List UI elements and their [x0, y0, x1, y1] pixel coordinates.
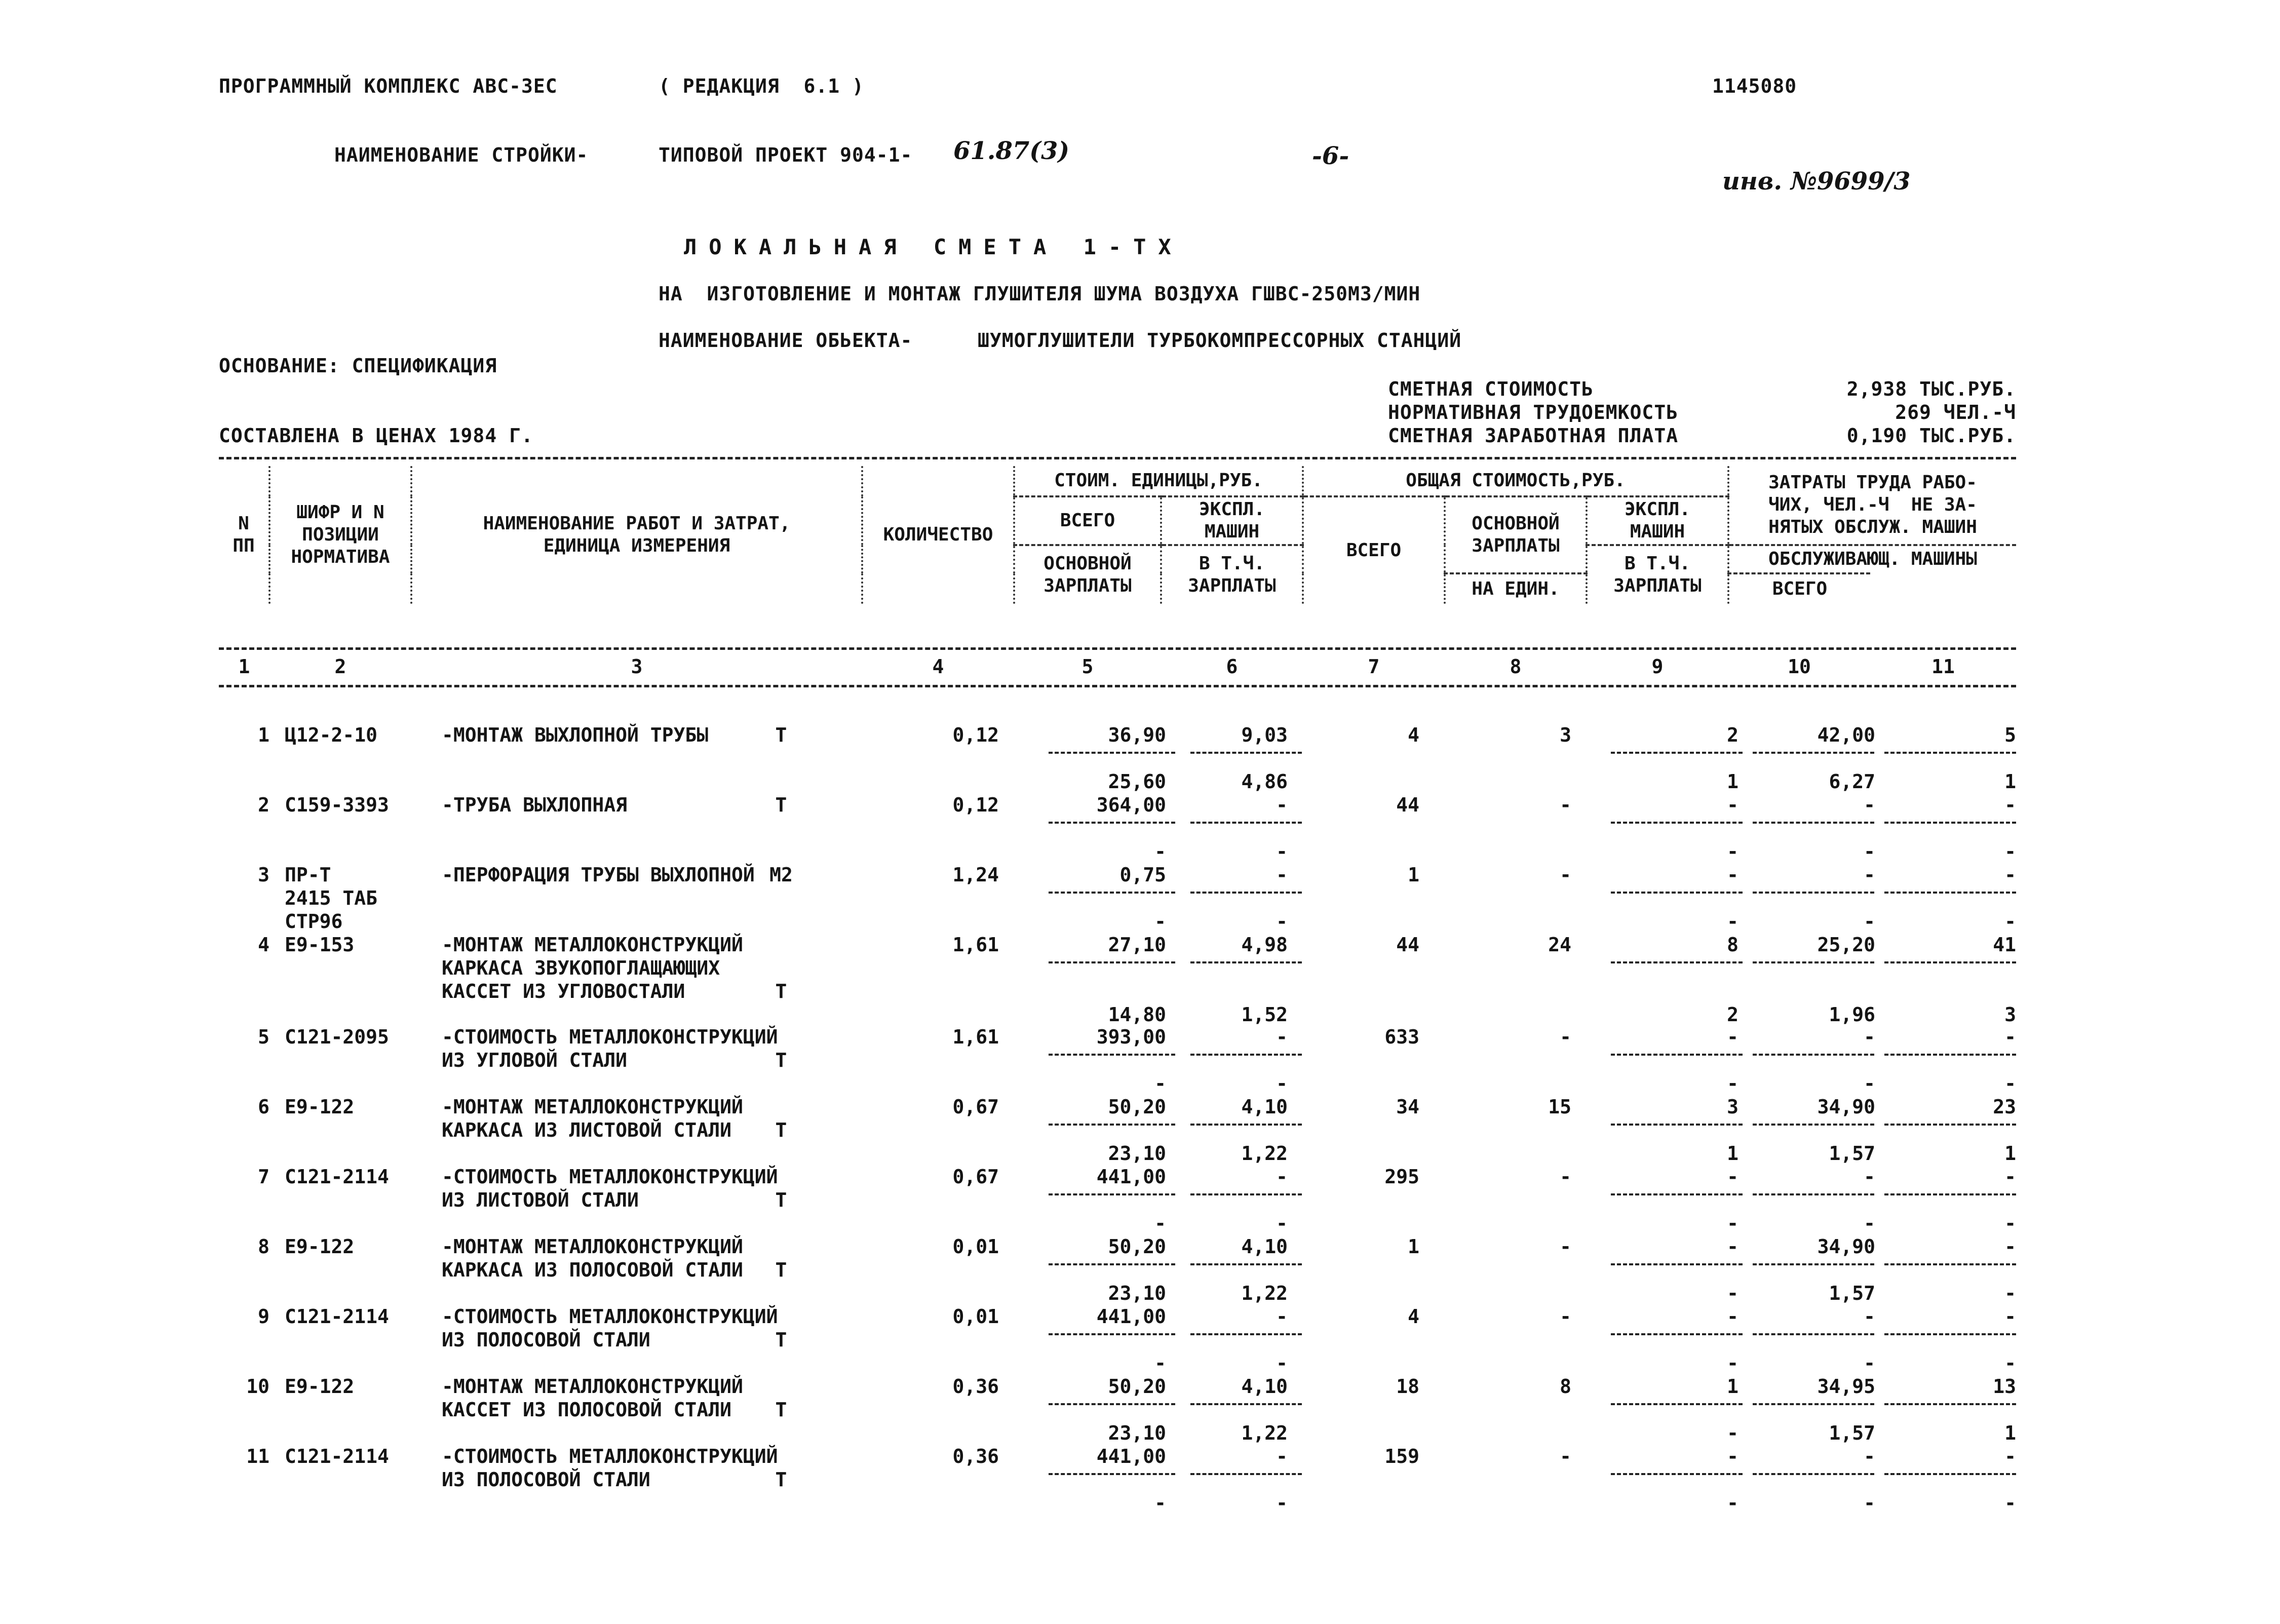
row-labor-per-unit-b: -	[1864, 1352, 1875, 1374]
row-unit: Т	[775, 1329, 787, 1351]
row-unit: Т	[775, 1259, 787, 1281]
edition: ( РЕДАКЦИЯ 6.1 )	[659, 75, 864, 97]
row-code: Е9-122	[285, 1096, 355, 1118]
construction-value: ТИПОВОЙ ПРОЕКТ 904-1-	[659, 144, 913, 166]
table-header	[219, 466, 2016, 604]
cell-divider	[1884, 1473, 2016, 1475]
page-number: -6-	[1312, 142, 1349, 170]
cell-divider	[1611, 1403, 1743, 1405]
row-total-incl: -	[1727, 1352, 1738, 1374]
cell-divider	[1611, 1193, 1743, 1195]
row-labor-all: 13	[1993, 1375, 2016, 1398]
row-qty: 1,24	[952, 864, 999, 886]
row-unit-wages: 23,10	[1108, 1422, 1166, 1444]
column-number: 6	[1226, 655, 1238, 678]
cell-divider	[1049, 1333, 1175, 1335]
row-total-wages: -	[1560, 794, 1571, 816]
row-total-machines: -	[1727, 1026, 1738, 1048]
row-labor-per-unit-b: -	[1864, 1072, 1875, 1095]
cell-divider	[1190, 1333, 1302, 1335]
row-code: ПР-Т 2415 ТАБ СТР96	[285, 864, 378, 933]
cell-divider	[1190, 1263, 1302, 1265]
cell-divider	[1884, 1403, 2016, 1405]
row-labor-per-unit: -	[1864, 1445, 1875, 1467]
cell-divider	[1611, 1263, 1743, 1265]
header-all: ВСЕГО	[1728, 573, 1870, 604]
row-unit: Т	[775, 724, 787, 746]
row-total-incl: -	[1727, 910, 1738, 933]
row-code: С121-2095	[285, 1026, 389, 1048]
row-unit-wages: -	[1154, 910, 1166, 933]
row-labor-all-b: -	[2004, 1352, 2016, 1374]
header-mid-rule	[219, 647, 2016, 650]
row-total-incl: -	[1727, 1072, 1738, 1095]
row-unit-machines: -	[1276, 1026, 1288, 1048]
cell-divider	[1753, 822, 1874, 824]
header-total-wages: ОСНОВНОЙ ЗАРПЛАТЫ	[1445, 496, 1587, 573]
row-unit-machines: 9,03	[1241, 724, 1288, 746]
row-total-incl: 2	[1727, 1003, 1738, 1026]
row-unit: Т	[775, 1399, 787, 1421]
row-code: С121-2114	[285, 1166, 389, 1188]
cell-divider	[1884, 822, 2016, 824]
row-labor-per-unit-b: -	[1864, 910, 1875, 933]
row-code: С121-2114	[285, 1305, 389, 1328]
row-total-all: 159	[1384, 1445, 1419, 1467]
cell-divider	[1884, 1124, 2016, 1126]
row-total-all: 295	[1384, 1166, 1419, 1188]
header-unit-incl: В Т.Ч. ЗАРПЛАТЫ	[1161, 545, 1303, 604]
row-labor-per-unit-b: 1,96	[1829, 1003, 1875, 1026]
row-unit: Т	[775, 1189, 787, 1211]
header-qty: КОЛИЧЕСТВО	[862, 466, 1014, 604]
row-qty: 0,12	[952, 794, 999, 816]
row-qty: 0,01	[952, 1305, 999, 1328]
row-code: Е9-122	[285, 1235, 355, 1258]
row-labor-all: 41	[1993, 934, 2016, 956]
row-labor-per-unit: -	[1864, 1166, 1875, 1188]
construction-label: НАИМЕНОВАНИЕ СТРОЙКИ-	[334, 144, 589, 166]
row-unit-wages: -	[1154, 1352, 1166, 1374]
cell-divider	[1884, 961, 2016, 963]
cell-divider	[1190, 1193, 1302, 1195]
header-unit-cost: СТОИМ. ЕДИНИЦЫ,РУБ.	[1014, 466, 1303, 496]
row-code: С121-2114	[285, 1445, 389, 1467]
row-qty: 0,12	[952, 724, 999, 746]
row-unit-incl: -	[1276, 1492, 1288, 1514]
row-labor-all: -	[2004, 1305, 2016, 1328]
row-unit-machines: -	[1276, 1305, 1288, 1328]
row-number: 5	[258, 1026, 269, 1048]
cell-divider	[1611, 752, 1743, 754]
header-total-machines: ЭКСПЛ. МАШИН	[1587, 496, 1728, 545]
row-unit-total: 50,20	[1108, 1096, 1166, 1118]
cell-divider	[1190, 752, 1302, 754]
cell-divider	[1049, 961, 1175, 963]
row-total-machines: -	[1727, 1445, 1738, 1467]
row-labor-per-unit-b: -	[1864, 1212, 1875, 1234]
row-unit: Т	[775, 1119, 787, 1141]
row-labor-all-b: -	[2004, 840, 2016, 863]
row-total-machines: 8	[1727, 934, 1738, 956]
cell-divider	[1884, 1054, 2016, 1056]
row-total-wages: 15	[1548, 1096, 1571, 1118]
row-name: -СТОИМОСТЬ МЕТАЛЛОКОНСТРУКЦИЙ ИЗ ПОЛОСОВОЙ СТАЛИ	[442, 1445, 778, 1491]
cell-divider	[1049, 1403, 1175, 1405]
row-unit-wages: -	[1154, 840, 1166, 863]
row-number: 10	[246, 1375, 269, 1398]
cell-divider	[1190, 822, 1302, 824]
cell-divider	[1049, 1473, 1175, 1475]
cell-divider	[1753, 961, 1874, 963]
row-total-incl: -	[1727, 840, 1738, 863]
row-total-incl: 1	[1727, 770, 1738, 793]
row-unit-total: 36,90	[1108, 724, 1166, 746]
row-name: -МОНТАЖ МЕТАЛЛОКОНСТРУКЦИЙ КАРКАСА ИЗ ПОЛОСОВОЙ СТАЛИ	[442, 1235, 743, 1281]
column-number: 9	[1651, 655, 1664, 678]
row-number: 2	[258, 794, 269, 816]
row-name: -МОНТАЖ МЕТАЛЛОКОНСТРУКЦИЙ КАССЕТ ИЗ ПОЛОСОВОЙ СТАЛИ	[442, 1375, 743, 1421]
row-labor-per-unit: -	[1864, 794, 1875, 816]
row-labor-all: -	[2004, 864, 2016, 886]
column-number: 4	[932, 655, 944, 678]
row-unit-incl: -	[1276, 910, 1288, 933]
cell-divider	[1049, 1263, 1175, 1265]
row-number: 1	[258, 724, 269, 746]
row-qty: 0,67	[952, 1166, 999, 1188]
row-unit-wages: 25,60	[1108, 770, 1166, 793]
row-labor-per-unit: 25,20	[1817, 934, 1875, 956]
row-total-incl: -	[1727, 1282, 1738, 1304]
header-unit-machines: ЭКСПЛ. МАШИН	[1161, 496, 1303, 545]
cell-divider	[1753, 892, 1874, 894]
row-labor-all-b: 3	[2004, 1003, 2016, 1026]
header-labor-sub: ОБСЛУЖИВАЮЩ. МАШИНЫ	[1728, 545, 2016, 573]
row-labor-all: -	[2004, 1445, 2016, 1467]
cell-divider	[1611, 822, 1743, 824]
summary-value-wages: 0,190 ТЫС.РУБ.	[1846, 424, 2016, 447]
cell-divider	[1611, 1124, 1743, 1126]
row-labor-per-unit-b: 1,57	[1829, 1142, 1875, 1165]
row-labor-all-b: -	[2004, 1282, 2016, 1304]
row-name: -МОНТАЖ МЕТАЛЛОКОНСТРУКЦИЙ КАРКАСА ЗВУКОПОГЛАЩАЮЩИХ КАССЕТ ИЗ УГЛОВОСТАЛИ	[442, 934, 743, 1002]
row-labor-all-b: -	[2004, 1492, 2016, 1514]
row-labor-per-unit-b: -	[1864, 840, 1875, 863]
cell-divider	[1049, 752, 1175, 754]
row-unit-incl: 1,22	[1241, 1142, 1288, 1165]
row-name: -МОНТАЖ ВЫХЛОПНОЙ ТРУБЫ	[442, 724, 709, 746]
row-code: Е9-122	[285, 1375, 355, 1398]
row-unit-machines: 4,98	[1241, 934, 1288, 956]
row-unit-machines: 4,10	[1241, 1235, 1288, 1258]
column-number: 3	[631, 655, 643, 678]
row-name: -МОНТАЖ МЕТАЛЛОКОНСТРУКЦИЙ КАРКАСА ИЗ ЛИСТОВОЙ СТАЛИ	[442, 1096, 743, 1141]
row-total-machines: 3	[1727, 1096, 1738, 1118]
row-qty: 0,67	[952, 1096, 999, 1118]
column-number: 7	[1368, 655, 1380, 678]
row-total-machines: -	[1727, 864, 1738, 886]
cell-divider	[1611, 1473, 1743, 1475]
row-unit-total: 50,20	[1108, 1235, 1166, 1258]
column-number: 10	[1788, 655, 1811, 678]
row-labor-per-unit: -	[1864, 864, 1875, 886]
row-total-wages: -	[1560, 1445, 1571, 1467]
cell-divider	[1611, 961, 1743, 963]
header-per-unit: НА ЕДИН.	[1445, 573, 1587, 604]
row-name: -СТОИМОСТЬ МЕТАЛЛОКОНСТРУКЦИЙ ИЗ ЛИСТОВОЙ СТАЛИ	[442, 1166, 778, 1211]
row-labor-per-unit-b: 6,27	[1829, 770, 1875, 793]
row-qty: 0,36	[952, 1445, 999, 1467]
row-labor-all-b: 1	[2004, 1422, 2016, 1444]
cell-divider	[1884, 1193, 2016, 1195]
cell-divider	[1190, 1403, 1302, 1405]
row-unit-total: 50,20	[1108, 1375, 1166, 1398]
row-labor-all-b: -	[2004, 1212, 2016, 1234]
row-total-incl: -	[1727, 1212, 1738, 1234]
row-unit-wages: 23,10	[1108, 1142, 1166, 1165]
row-total-machines: 1	[1727, 1375, 1738, 1398]
row-unit-total: 441,00	[1096, 1445, 1166, 1467]
row-total-wages: 8	[1560, 1375, 1571, 1398]
row-total-machines: -	[1727, 794, 1738, 816]
header-labor: ЗАТРАТЫ ТРУДА РАБО- ЧИХ, ЧЕЛ.-Ч НЕ ЗА- НЯТЫХ ОБСЛУЖ. МАШИН	[1728, 466, 2016, 545]
object-label: НАИМЕНОВАНИЕ ОБЬЕКТА-	[659, 329, 913, 352]
row-name: -СТОИМОСТЬ МЕТАЛЛОКОНСТРУКЦИЙ ИЗ УГЛОВОЙ СТАЛИ	[442, 1026, 778, 1071]
row-labor-per-unit: 34,90	[1817, 1235, 1875, 1258]
cell-divider	[1190, 1124, 1302, 1126]
row-labor-per-unit: -	[1864, 1026, 1875, 1048]
row-labor-per-unit: 42,00	[1817, 724, 1875, 746]
row-total-machines: -	[1727, 1305, 1738, 1328]
cell-divider	[1049, 1193, 1175, 1195]
row-unit-incl: 1,52	[1241, 1003, 1288, 1026]
row-unit-incl: 4,86	[1241, 770, 1288, 793]
row-labor-per-unit: -	[1864, 1305, 1875, 1328]
row-labor-all: -	[2004, 1026, 2016, 1048]
row-labor-all: 23	[1993, 1096, 2016, 1118]
row-unit-wages: 23,10	[1108, 1282, 1166, 1304]
row-unit-total: 0,75	[1119, 864, 1166, 886]
row-unit-wages: -	[1154, 1072, 1166, 1095]
row-total-wages: -	[1560, 1026, 1571, 1048]
row-number: 6	[258, 1096, 269, 1118]
row-labor-all: -	[2004, 1166, 2016, 1188]
row-unit: Т	[775, 980, 787, 1002]
cell-divider	[1049, 822, 1175, 824]
row-unit-incl: 1,22	[1241, 1282, 1288, 1304]
estimate-subject: НА ИЗГОТОВЛЕНИЕ И МОНТАЖ ГЛУШИТЕЛЯ ШУМА ВОЗДУХА ГШВС-250М3/МИН	[659, 283, 1421, 305]
cell-divider	[1753, 1193, 1874, 1195]
summary-label-cost: СМЕТНАЯ СТОИМОСТЬ	[1388, 378, 1594, 400]
row-total-incl: -	[1727, 1492, 1738, 1514]
inventory-number: инв. №9699/3	[1722, 167, 1911, 196]
row-unit-incl: 1,22	[1241, 1422, 1288, 1444]
row-qty: 0,01	[952, 1235, 999, 1258]
row-unit-total: 364,00	[1096, 794, 1166, 816]
column-number: 11	[1931, 655, 1955, 678]
row-unit-wages: -	[1154, 1212, 1166, 1234]
row-unit-total: 441,00	[1096, 1305, 1166, 1328]
cell-divider	[1611, 1333, 1743, 1335]
row-number: 11	[246, 1445, 269, 1467]
price-level: СОСТАВЛЕНА В ЦЕНАХ 1984 Г.	[219, 424, 533, 447]
row-unit-machines: -	[1276, 794, 1288, 816]
row-total-machines: -	[1727, 1235, 1738, 1258]
cell-divider	[1753, 1473, 1874, 1475]
row-unit-machines: -	[1276, 1166, 1288, 1188]
row-labor-all-b: 1	[2004, 770, 2016, 793]
row-code: С159-3393	[285, 794, 389, 816]
cell-divider	[1753, 1124, 1874, 1126]
summary-value-cost: 2,938 ТЫС.РУБ.	[1846, 378, 2016, 400]
row-number: 3	[258, 864, 269, 886]
row-labor-per-unit-b: -	[1864, 1492, 1875, 1514]
cell-divider	[1190, 1473, 1302, 1475]
row-qty: 1,61	[952, 1026, 999, 1048]
header-total-cost: ОБЩАЯ СТОИМОСТЬ,РУБ.	[1303, 466, 1728, 496]
row-number: 4	[258, 934, 269, 956]
summary-label-labor: НОРМАТИВНАЯ ТРУДОЕМКОСТЬ	[1388, 401, 1679, 423]
cell-divider	[1884, 892, 2016, 894]
cell-divider	[1884, 752, 2016, 754]
row-total-incl: -	[1727, 1422, 1738, 1444]
cell-divider	[1049, 1124, 1175, 1126]
row-total-all: 1	[1408, 864, 1419, 886]
construction-handwritten: 61.87(3)	[953, 137, 1070, 165]
row-labor-per-unit-b: 1,57	[1829, 1422, 1875, 1444]
row-total-all: 1	[1408, 1235, 1419, 1258]
row-number: 7	[258, 1166, 269, 1188]
row-unit-machines: -	[1276, 864, 1288, 886]
row-name: -ПЕРФОРАЦИЯ ТРУБЫ ВЫХЛОПНОЙ	[442, 864, 755, 886]
row-unit-machines: 4,10	[1241, 1096, 1288, 1118]
row-labor-all: -	[2004, 1235, 2016, 1258]
summary-value-labor: 269 ЧЕЛ.-Ч	[1895, 401, 2016, 423]
row-unit: М2	[769, 864, 793, 886]
column-number: 8	[1510, 655, 1522, 678]
header-unit-total: ВСЕГО	[1014, 496, 1161, 545]
header-bottom-rule	[219, 685, 2016, 687]
row-total-wages: 3	[1560, 724, 1571, 746]
row-total-machines: -	[1727, 1166, 1738, 1188]
row-unit-machines: 4,10	[1241, 1375, 1288, 1398]
row-qty: 1,61	[952, 934, 999, 956]
row-unit-incl: -	[1276, 1212, 1288, 1234]
cell-divider	[1049, 1054, 1175, 1056]
row-total-wages: -	[1560, 864, 1571, 886]
row-total-wages: -	[1560, 1235, 1571, 1258]
summary-label-wages: СМЕТНАЯ ЗАРАБОТНАЯ ПЛАТА	[1388, 424, 1679, 447]
estimate-title: ЛОКАЛЬНАЯ СМЕТА 1-ТХ	[684, 235, 1183, 259]
row-unit-total: 27,10	[1108, 934, 1166, 956]
cell-divider	[1049, 892, 1175, 894]
cell-divider	[1611, 1054, 1743, 1056]
column-number: 5	[1081, 655, 1094, 678]
row-total-incl: 1	[1727, 1142, 1738, 1165]
row-code: Е9-153	[285, 934, 355, 956]
cell-divider	[1611, 892, 1743, 894]
row-labor-per-unit: 34,95	[1817, 1375, 1875, 1398]
header-n: N ПП	[233, 513, 255, 556]
row-qty: 0,36	[952, 1375, 999, 1398]
row-unit: Т	[775, 794, 787, 816]
cell-divider	[1753, 1263, 1874, 1265]
row-labor-all: 5	[2004, 724, 2016, 746]
row-unit-incl: -	[1276, 1352, 1288, 1374]
row-unit: Т	[775, 1049, 787, 1071]
row-unit-wages: -	[1154, 1492, 1166, 1514]
cell-divider	[1884, 1333, 2016, 1335]
row-labor-all-b: -	[2004, 910, 2016, 933]
object-value: ШУМОГЛУШИТЕЛИ ТУРБОКОМПРЕССОРНЫХ СТАНЦИЙ	[978, 329, 1462, 352]
cell-divider	[1753, 1403, 1874, 1405]
row-unit-machines: -	[1276, 1445, 1288, 1467]
row-total-all: 4	[1408, 1305, 1419, 1328]
row-total-all: 18	[1396, 1375, 1419, 1398]
cell-divider	[1190, 892, 1302, 894]
row-unit-incl: -	[1276, 1072, 1288, 1095]
row-unit: Т	[775, 1468, 787, 1491]
row-labor-per-unit: 34,90	[1817, 1096, 1875, 1118]
row-labor-per-unit-b: 1,57	[1829, 1282, 1875, 1304]
basis: ОСНОВАНИЕ: СПЕЦИФИКАЦИЯ	[219, 355, 497, 377]
column-number: 2	[334, 655, 346, 678]
row-labor-all-b: 1	[2004, 1142, 2016, 1165]
header-unit-wages: ОСНОВНОЙ ЗАРПЛАТЫ	[1014, 545, 1161, 604]
row-total-all: 44	[1396, 934, 1419, 956]
row-unit-incl: -	[1276, 840, 1288, 863]
cell-divider	[1753, 1333, 1874, 1335]
row-unit-total: 393,00	[1096, 1026, 1166, 1048]
header-code: ШИФР И N ПОЗИЦИИ НОРМАТИВА	[269, 466, 411, 604]
row-total-all: 633	[1384, 1026, 1419, 1048]
row-code: Ц12-2-10	[285, 724, 378, 746]
row-unit-total: 441,00	[1096, 1166, 1166, 1188]
row-number: 9	[258, 1305, 269, 1328]
column-number: 1	[238, 655, 250, 678]
header-name: НАИМЕНОВАНИЕ РАБОТ И ЗАТРАТ, ЕДИНИЦА ИЗМЕРЕНИЯ	[411, 466, 862, 604]
row-name: -ТРУБА ВЫХЛОПНАЯ	[442, 794, 628, 816]
row-total-wages: -	[1560, 1166, 1571, 1188]
row-total-wages: -	[1560, 1305, 1571, 1328]
cell-divider	[1190, 961, 1302, 963]
row-number: 8	[258, 1235, 269, 1258]
row-total-machines: 2	[1727, 724, 1738, 746]
row-labor-all: -	[2004, 794, 2016, 816]
header-top-rule	[219, 457, 2016, 459]
row-name: -СТОИМОСТЬ МЕТАЛЛОКОНСТРУКЦИЙ ИЗ ПОЛОСОВОЙ СТАЛИ	[442, 1305, 778, 1351]
cell-divider	[1753, 752, 1874, 754]
cell-divider	[1753, 1054, 1874, 1056]
row-labor-all-b: -	[2004, 1072, 2016, 1095]
row-total-all: 44	[1396, 794, 1419, 816]
row-total-all: 4	[1408, 724, 1419, 746]
header-total-incl: В Т.Ч. ЗАРПЛАТЫ	[1587, 545, 1728, 604]
row-total-all: 34	[1396, 1096, 1419, 1118]
program-name: ПРОГРАММНЫЙ КОМПЛЕКС АВС-ЗЕС	[219, 75, 558, 97]
document-number: 1145080	[1712, 75, 1797, 97]
cell-divider	[1190, 1054, 1302, 1056]
row-total-wages: 24	[1548, 934, 1571, 956]
cell-divider	[1884, 1263, 2016, 1265]
header-total-all: ВСЕГО	[1303, 496, 1445, 604]
row-unit-wages: 14,80	[1108, 1003, 1166, 1026]
